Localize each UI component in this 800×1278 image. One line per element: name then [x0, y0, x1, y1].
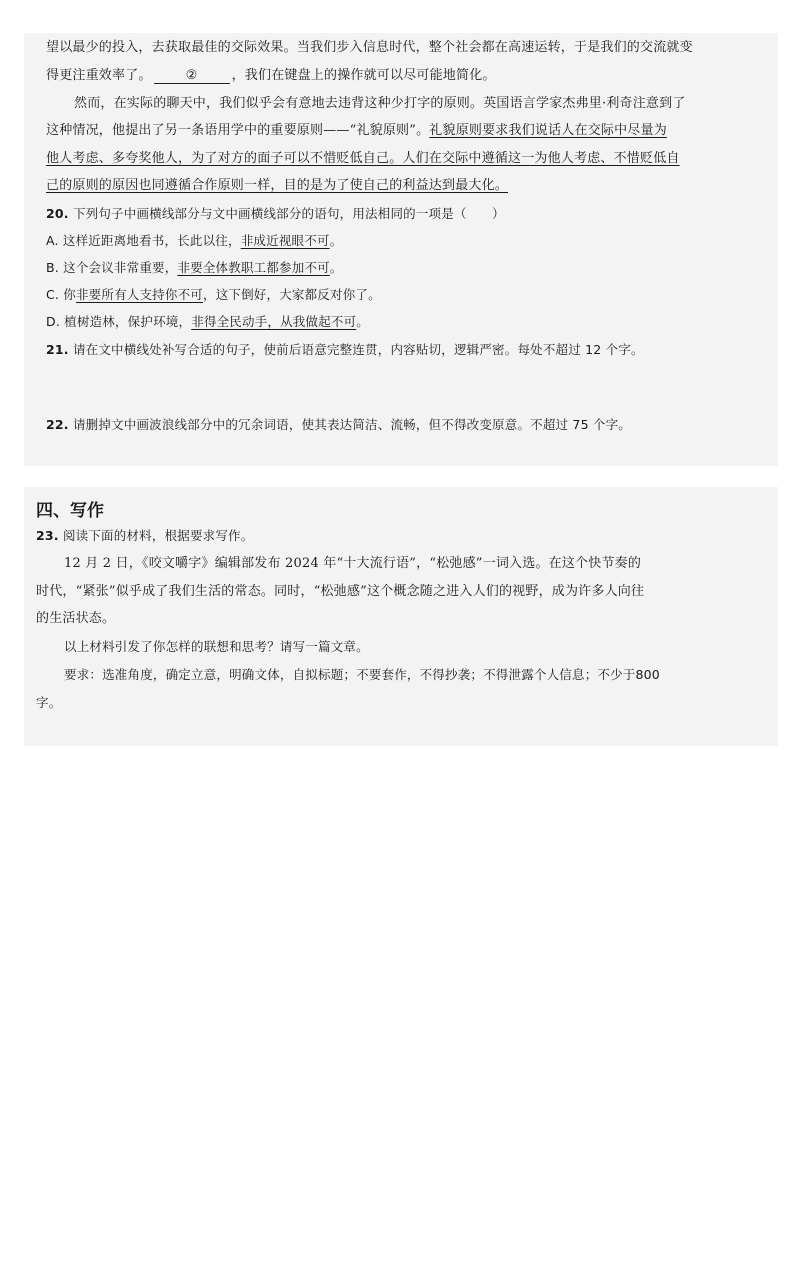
section-title: 四、写作	[36, 501, 104, 521]
option-text: C. 你	[46, 287, 76, 302]
question-stem: 下列句子中画横线部分与文中画横线部分的语句，用法相同的一项是（ ）	[72, 206, 505, 221]
wavy-underlined-line: 己的原则的原因也同遵循合作原则一样，目的是为了使自己的利益达到最大化。	[46, 178, 509, 193]
question-21	[46, 341, 644, 359]
option-underlined: 非得全民动手，从我做起不可	[191, 314, 357, 329]
question-number: 23.	[36, 528, 59, 543]
material-line: 12 月 2 日，《咬文嚼字》编辑部发布 2024 年“十大流行语”，“松弛感”一词入选。在这个快节奏的	[64, 556, 642, 571]
option-c	[46, 286, 381, 304]
option-b	[46, 259, 343, 277]
wavy-underlined-line: 他人考虑、多夸奖他人，为了对方的面子可以不惜贬低自己。人们在交际中遵循这一为他人考虑、不惜贬低自	[46, 151, 680, 166]
option-underlined: 非要全体教职工都参加不可	[177, 260, 330, 275]
option-text: 。	[329, 260, 343, 275]
writing-requirements: 字。	[36, 695, 62, 710]
material-line: 的生活状态。	[36, 611, 116, 626]
passage-text: ，我们在键盘上的操作就可以尽可能地简化。	[231, 68, 496, 83]
passage-text: 得更注重效率了。	[46, 68, 152, 83]
option-d	[46, 313, 369, 331]
option-text: B. 这个会议非常重要，	[46, 260, 178, 275]
option-underlined: 非要所有人支持你不可	[75, 287, 203, 302]
question-number: 21.	[46, 342, 69, 357]
option-a	[46, 232, 342, 250]
passage-line: 然而，在实际的聊天中，我们似乎会有意地去违背这种少打字的原则。英国语言学家杰弗里·利奇注意到了	[74, 96, 686, 111]
question-22	[46, 416, 631, 434]
question-23	[36, 527, 253, 545]
question-number: 22.	[46, 417, 69, 432]
blank-2: ②	[154, 68, 230, 84]
writing-prompt: 以上材料引发了你怎样的联想和思考？请写一篇文章。	[64, 639, 369, 654]
question-stem: 阅读下面的材料，根据要求写作。	[62, 528, 254, 543]
writing-section-panel	[24, 487, 778, 746]
option-underlined: 非成近视眼不可	[240, 233, 330, 248]
option-text: ，这下倒好，大家都反对你了。	[203, 287, 381, 302]
passage-line: 望以最少的投入，去获取最佳的交际效果。当我们步入信息时代，整个社会都在高速运转，于是我们的交流就变	[46, 40, 693, 55]
passage-text: 这种情况，他提出了另一条语用学中的重要原则——“礼貌原则”。	[46, 123, 430, 138]
option-text: D. 植树造林，保护环境，	[46, 314, 192, 329]
passage-line-with-blank	[46, 67, 496, 85]
question-stem: 请删掉文中画波浪线部分中的冗余词语，使其表达简洁、流畅，但不得改变原意。不超过 75 个字。	[72, 417, 631, 432]
question-number: 20.	[46, 206, 69, 221]
writing-requirements: 要求：选准角度，确定立意，明确文体，自拟标题；不要套作，不得抄袭；不得泄露个人信息；不少于800	[64, 667, 660, 682]
passage-line	[46, 122, 667, 140]
option-text: A. 这样近距离地看书，长此以往，	[46, 233, 241, 248]
question-stem: 请在文中横线处补写合适的句子，使前后语意完整连贯，内容贴切，逻辑严密。每处不超过 12 个字。	[72, 342, 644, 357]
material-line: 时代，“紧张”似乎成了我们生活的常态。同时，“松弛感”这个概念随之进入人们的视野，成为许多人向往	[36, 584, 645, 599]
option-text: 。	[356, 314, 369, 329]
question-20	[46, 205, 505, 223]
option-text: 。	[329, 233, 343, 248]
wavy-underlined-text: 礼貌原则要求我们说话人在交际中尽量为	[429, 123, 667, 138]
